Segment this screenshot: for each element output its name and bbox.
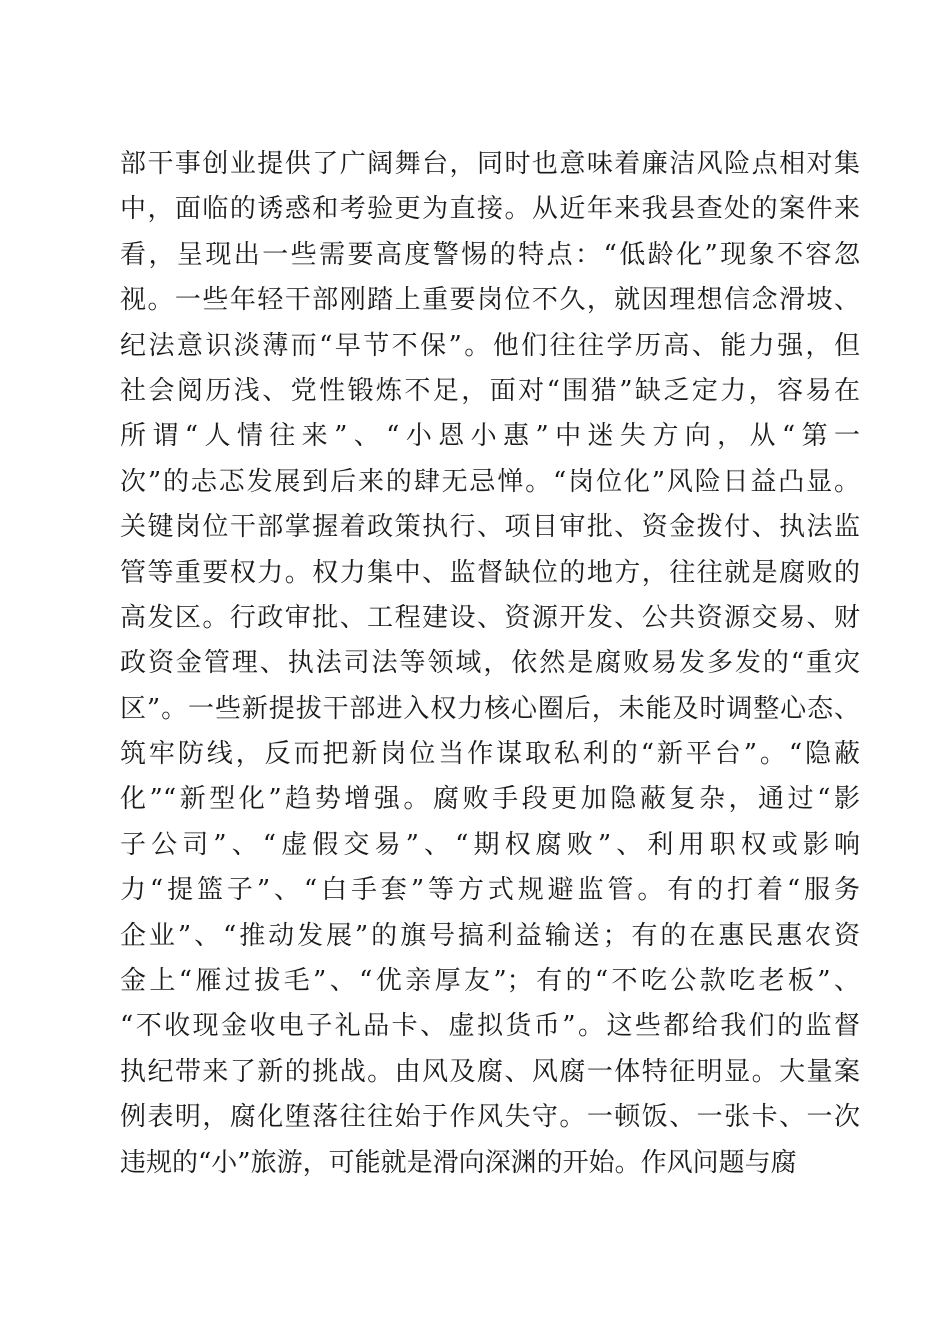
text-line: 管等重要权力。权力集中、监督缺位的地方，往往就是腐败的 bbox=[120, 557, 860, 588]
text-line: 看，呈现出一些需要高度警惕的特点：“低龄化”现象不容忽 bbox=[120, 239, 860, 270]
text-line: “不收现金收电子礼品卡、虚拟货币”。这些都给我们的监督 bbox=[120, 1011, 860, 1042]
text-line: 例表明，腐化堕落往往始于作风失守。一顿饭、一张卡、一次 bbox=[120, 1102, 860, 1133]
text-line: 所谓“人情往来”、“小恩小惠”中迷失方向，从“第一 bbox=[120, 421, 860, 452]
text-line: 政资金管理、执法司法等领域，依然是腐败易发多发的“重灾 bbox=[120, 648, 860, 679]
text-line: 化”“新型化”趋势增强。腐败手段更加隐蔽复杂，通过“影 bbox=[120, 784, 860, 815]
text-line: 高发区。行政审批、工程建设、资源开发、公共资源交易、财 bbox=[120, 602, 860, 633]
text-line: 违规的“小”旅游，可能就是滑向深渊的开始。作风问题与腐 bbox=[120, 1147, 797, 1178]
text-line: 视。一些年轻干部刚踏上重要岗位不久，就因理想信念滑坡、 bbox=[120, 285, 860, 316]
text-line: 部干事创业提供了广阔舞台，同时也意味着廉洁风险点相对集 bbox=[120, 149, 860, 179]
text-line: 执纪带来了新的挑战。由风及腐、风腐一体特征明显。大量案 bbox=[120, 1056, 860, 1087]
text-line: 金上“雁过拔毛”、“优亲厚友”；有的“不吃公款吃老板”、 bbox=[120, 966, 860, 997]
text-line: 社会阅历浅、党性锻炼不足，面对“围猎”缺乏定力，容易在 bbox=[120, 375, 860, 406]
body-text bbox=[120, 142, 860, 1186]
text-line: 子公司”、“虚假交易”、“期权腐败”、利用职权或影响 bbox=[120, 829, 860, 860]
text-line: 关键岗位干部掌握着政策执行、项目审批、资金拨付、执法监 bbox=[120, 512, 860, 543]
text-line: 中，面临的诱惑和考验更为直接。从近年来我县查处的案件来 bbox=[120, 194, 860, 225]
text-line: 次”的忐忑发展到后来的肆无忌惮。“岗位化”风险日益凸显。 bbox=[120, 466, 860, 497]
text-line: 区”。一些新提拔干部进入权力核心圈后，未能及时调整心态、 bbox=[120, 693, 860, 724]
text-line: 筑牢防线，反而把新岗位当作谋取私利的“新平台”。“隐蔽 bbox=[120, 739, 860, 770]
text-line: 企业”、“推动发展”的旗号搞利益输送；有的在惠民惠农资 bbox=[120, 920, 860, 951]
text-line: 力“提篮子”、“白手套”等方式规避监管。有的打着“服务 bbox=[120, 875, 860, 906]
text-line: 纪法意识淡薄而“早节不保”。他们往往学历高、能力强，但 bbox=[120, 330, 860, 361]
